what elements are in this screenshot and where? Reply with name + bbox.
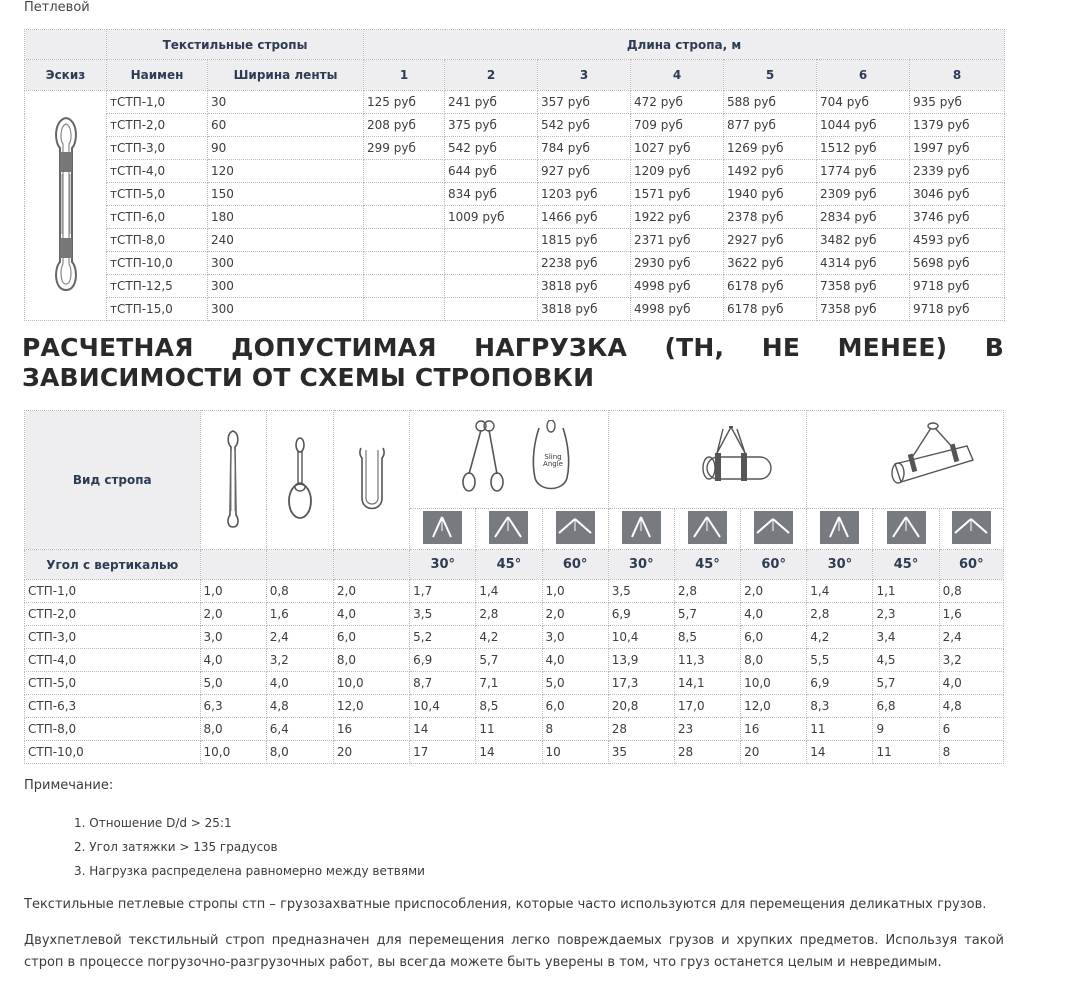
load-cell: 20,8 — [608, 695, 674, 718]
price-cell — [364, 298, 445, 321]
load-cell: 2,4 — [939, 626, 1003, 649]
price-cell-name: тСТП-1,0 — [107, 91, 208, 114]
price-cell — [364, 252, 445, 275]
price-cell: 3482 руб — [817, 229, 910, 252]
load-cell: 10,0 — [741, 672, 807, 695]
price-cell — [445, 229, 538, 252]
load-cell: 4,5 — [873, 649, 939, 672]
load-row — [25, 672, 1004, 695]
header-name: Наимен — [107, 60, 208, 91]
price-cell: 784 руб — [538, 137, 631, 160]
load-cell: 9 — [873, 718, 939, 741]
price-cell-width: 300 — [208, 298, 364, 321]
load-cell: 5,2 — [410, 626, 476, 649]
price-cell-name: тСТП-10,0 — [107, 252, 208, 275]
load-cell-name: СТП-5,0 — [25, 672, 201, 695]
load-cell: 2,8 — [674, 580, 740, 603]
price-cell: 1379 руб — [910, 114, 1005, 137]
price-cell: 375 руб — [445, 114, 538, 137]
note-item: 2. Угол затяжки > 135 градусов — [74, 840, 278, 854]
load-cell: 4,0 — [741, 603, 807, 626]
price-cell: 299 руб — [364, 137, 445, 160]
load-cell: 28 — [608, 718, 674, 741]
price-cell — [364, 229, 445, 252]
price-cell: 9718 руб — [910, 298, 1005, 321]
load-cell: 11 — [807, 718, 873, 741]
price-cell: 588 руб — [724, 91, 817, 114]
price-cell: 709 руб — [631, 114, 724, 137]
load-cell: 1,4 — [807, 580, 873, 603]
price-cell: 241 руб — [445, 91, 538, 114]
price-cell: 472 руб — [631, 91, 724, 114]
load-cell: 2,8 — [807, 603, 873, 626]
load-cell: 8,0 — [266, 741, 333, 764]
load-cell: 17,3 — [608, 672, 674, 695]
price-row — [25, 298, 1005, 321]
load-cell: 5,7 — [873, 672, 939, 695]
price-cell: 2378 руб — [724, 206, 817, 229]
load-cell: 6,3 — [200, 695, 266, 718]
two-leg-sling-icon — [439, 420, 579, 496]
price-cell — [445, 252, 538, 275]
load-cell: 5,7 — [476, 649, 542, 672]
note-item: 3. Нагрузка распределена равномерно между ветвями — [74, 864, 425, 878]
load-row — [25, 741, 1004, 764]
load-cell: 3,2 — [939, 649, 1003, 672]
price-cell-name: тСТП-5,0 — [107, 183, 208, 206]
price-cell: 3746 руб — [910, 206, 1005, 229]
load-cell: 14 — [476, 741, 542, 764]
price-cell: 4998 руб — [631, 298, 724, 321]
price-cell: 542 руб — [445, 137, 538, 160]
angle-icon-cell — [542, 509, 608, 550]
load-cell: 14 — [410, 718, 476, 741]
load-cell: 4,0 — [266, 672, 333, 695]
load-row — [25, 695, 1004, 718]
price-cell: 1209 руб — [631, 160, 724, 183]
price-cell: 3622 руб — [724, 252, 817, 275]
angle-45-icon — [887, 511, 926, 544]
price-cell: 1997 руб — [910, 137, 1005, 160]
price-cell: 1815 руб — [538, 229, 631, 252]
header-length-6: 6 — [817, 60, 910, 91]
price-cell — [364, 275, 445, 298]
load-cell: 8,3 — [807, 695, 873, 718]
sling-two-leg-image — [410, 411, 609, 509]
price-cell: 2927 руб — [724, 229, 817, 252]
sling-straight-image — [200, 411, 266, 550]
load-cell: 11 — [873, 741, 939, 764]
angle-45-icon — [688, 511, 727, 544]
header-length-8: 8 — [910, 60, 1005, 91]
price-cell: 1512 руб — [817, 137, 910, 160]
basket-sling-icon — [357, 444, 387, 514]
load-cell: 6,4 — [266, 718, 333, 741]
price-cell: 542 руб — [538, 114, 631, 137]
header-length-4: 4 — [631, 60, 724, 91]
price-row — [25, 91, 1005, 114]
load-cell: 3,4 — [873, 626, 939, 649]
price-cell: 935 руб — [910, 91, 1005, 114]
load-cell: 10 — [542, 741, 608, 764]
price-cell: 1922 руб — [631, 206, 724, 229]
load-cell: 8,5 — [476, 695, 542, 718]
price-cell — [445, 275, 538, 298]
price-cell: 1492 руб — [724, 160, 817, 183]
header-width: Ширина ленты — [208, 60, 364, 91]
sling-basket-image — [333, 411, 409, 550]
load-cell: 10,0 — [333, 672, 409, 695]
load-cell: 6,0 — [542, 695, 608, 718]
load-cell: 1,6 — [939, 603, 1003, 626]
price-cell: 644 руб — [445, 160, 538, 183]
price-cell: 6178 руб — [724, 275, 817, 298]
load-cell: 6,8 — [873, 695, 939, 718]
load-row — [25, 580, 1004, 603]
price-row — [25, 114, 1005, 137]
price-cell-width: 300 — [208, 275, 364, 298]
load-cell: 1,7 — [410, 580, 476, 603]
note-item: 1. Отношение D/d > 25:1 — [74, 816, 232, 830]
load-cell: 2,0 — [333, 580, 409, 603]
sling-choke-image — [266, 411, 333, 550]
load-cell: 3,0 — [200, 626, 266, 649]
header-angle-value: 45° — [476, 550, 542, 580]
price-cell-width: 90 — [208, 137, 364, 160]
load-cell: 14,1 — [674, 672, 740, 695]
straight-sling-icon — [223, 429, 243, 529]
price-cell-name: тСТП-6,0 — [107, 206, 208, 229]
price-row — [25, 137, 1005, 160]
choke-pair-sling-icon — [835, 420, 975, 496]
load-cell: 16 — [333, 718, 409, 741]
load-cell-name: СТП-2,0 — [25, 603, 201, 626]
price-cell-width: 30 — [208, 91, 364, 114]
price-cell: 3818 руб — [538, 298, 631, 321]
header-angle: Угол с вертикалью — [25, 550, 201, 580]
load-cell: 8,0 — [200, 718, 266, 741]
price-cell: 4314 руб — [817, 252, 910, 275]
load-cell: 6,0 — [333, 626, 409, 649]
price-row — [25, 160, 1005, 183]
load-cell-name: СТП-10,0 — [25, 741, 201, 764]
load-cell: 2,0 — [542, 603, 608, 626]
price-cell-width: 300 — [208, 252, 364, 275]
load-row — [25, 649, 1004, 672]
load-cell: 0,8 — [939, 580, 1003, 603]
load-cell: 1,0 — [200, 580, 266, 603]
sketch-cell — [25, 91, 107, 321]
paragraph-1: Текстильные петлевые стропы стп – грузозахватные приспособления, которые часто используются для перемещения деликатных грузов. — [24, 897, 987, 912]
sling-choke-pair-image — [807, 411, 1004, 509]
load-cell: 8 — [542, 718, 608, 741]
angle-icon-cell — [410, 509, 476, 550]
load-table — [24, 410, 1004, 764]
price-row — [25, 275, 1005, 298]
load-cell: 3,2 — [266, 649, 333, 672]
header-angle-value: 60° — [741, 550, 807, 580]
load-cell: 4,0 — [939, 672, 1003, 695]
price-cell: 1203 руб — [538, 183, 631, 206]
header-angle-empty — [333, 550, 409, 580]
price-cell: 208 руб — [364, 114, 445, 137]
load-cell: 7,1 — [476, 672, 542, 695]
sling-double-basket-image — [608, 411, 807, 509]
header-angle-empty — [266, 550, 333, 580]
load-row — [25, 626, 1004, 649]
angle-icon-cell — [674, 509, 740, 550]
price-row — [25, 252, 1005, 275]
load-cell: 4,8 — [939, 695, 1003, 718]
load-cell: 10,4 — [410, 695, 476, 718]
price-cell: 834 руб — [445, 183, 538, 206]
angle-label: Angle — [542, 460, 563, 468]
angle-60-icon — [556, 511, 595, 544]
load-cell-name: СТП-3,0 — [25, 626, 201, 649]
header-length-3: 3 — [538, 60, 631, 91]
load-cell: 17 — [410, 741, 476, 764]
price-cell: 2238 руб — [538, 252, 631, 275]
header-textile-slings: Текстильные стропы — [107, 30, 364, 60]
load-cell: 1,4 — [476, 580, 542, 603]
price-cell: 7358 руб — [817, 275, 910, 298]
angle-30-icon — [622, 511, 661, 544]
sling-label: Sling — [544, 453, 562, 461]
header-angle-value: 30° — [807, 550, 873, 580]
price-cell-name: тСТП-3,0 — [107, 137, 208, 160]
load-cell: 8,0 — [333, 649, 409, 672]
load-row — [25, 718, 1004, 741]
load-cell: 11,3 — [674, 649, 740, 672]
load-cell: 4,2 — [476, 626, 542, 649]
load-cell: 20 — [741, 741, 807, 764]
price-cell-name: тСТП-4,0 — [107, 160, 208, 183]
section-label: Петлевой — [24, 0, 90, 15]
note-title: Примечание: — [24, 778, 114, 793]
load-cell: 14 — [807, 741, 873, 764]
load-cell: 23 — [674, 718, 740, 741]
price-cell-name: тСТП-8,0 — [107, 229, 208, 252]
page-heading: РАСЧЕТНАЯ ДОПУСТИМАЯ НАГРУЗКА (ТН, НЕ МЕНЕЕ) В ЗАВИСИМОСТИ ОТ СХЕМЫ СТРОПОВКИ — [22, 333, 1004, 392]
load-cell: 6,9 — [608, 603, 674, 626]
load-cell-name: СТП-8,0 — [25, 718, 201, 741]
header-sling-view: Вид стропа — [25, 411, 201, 550]
price-cell: 1269 руб — [724, 137, 817, 160]
price-row — [25, 206, 1005, 229]
price-cell: 1940 руб — [724, 183, 817, 206]
load-cell: 10,0 — [200, 741, 266, 764]
load-cell: 8,5 — [674, 626, 740, 649]
load-cell: 2,8 — [476, 603, 542, 626]
load-cell: 3,5 — [608, 580, 674, 603]
load-cell: 6,9 — [410, 649, 476, 672]
price-cell: 5698 руб — [910, 252, 1005, 275]
load-cell: 2,0 — [200, 603, 266, 626]
header-length-1: 1 — [364, 60, 445, 91]
price-cell — [445, 298, 538, 321]
price-table — [24, 29, 1005, 321]
load-cell: 4,8 — [266, 695, 333, 718]
load-cell: 28 — [674, 741, 740, 764]
load-cell-name: СТП-4,0 — [25, 649, 201, 672]
header-length-5: 5 — [724, 60, 817, 91]
price-cell — [364, 183, 445, 206]
angle-icon-cell — [476, 509, 542, 550]
load-cell: 8,7 — [410, 672, 476, 695]
price-cell: 357 руб — [538, 91, 631, 114]
load-cell: 20 — [333, 741, 409, 764]
header-angle-value: 30° — [608, 550, 674, 580]
load-cell: 4,0 — [542, 649, 608, 672]
price-cell: 7358 руб — [817, 298, 910, 321]
header-length-2: 2 — [445, 60, 538, 91]
price-cell: 2339 руб — [910, 160, 1005, 183]
load-cell: 2,4 — [266, 626, 333, 649]
load-cell: 6 — [939, 718, 1003, 741]
load-cell: 2,3 — [873, 603, 939, 626]
price-cell-width: 60 — [208, 114, 364, 137]
load-cell: 17,0 — [674, 695, 740, 718]
price-cell: 2930 руб — [631, 252, 724, 275]
load-cell: 8,0 — [741, 649, 807, 672]
price-cell: 1027 руб — [631, 137, 724, 160]
angle-30-icon — [423, 511, 462, 544]
header-length: Длина стропа, м — [364, 30, 1005, 60]
load-cell: 3,0 — [542, 626, 608, 649]
load-cell: 4,2 — [807, 626, 873, 649]
load-cell: 5,0 — [200, 672, 266, 695]
price-cell — [364, 206, 445, 229]
price-cell — [364, 160, 445, 183]
header-blank — [25, 30, 107, 60]
price-row — [25, 183, 1005, 206]
load-cell: 1,6 — [266, 603, 333, 626]
load-cell: 16 — [741, 718, 807, 741]
angle-30-icon — [820, 511, 859, 544]
header-angle-value: 60° — [542, 550, 608, 580]
angle-60-icon — [952, 511, 991, 544]
load-cell: 10,4 — [608, 626, 674, 649]
load-cell: 8 — [939, 741, 1003, 764]
load-cell: 12,0 — [333, 695, 409, 718]
price-cell: 2371 руб — [631, 229, 724, 252]
price-cell: 4998 руб — [631, 275, 724, 298]
load-cell: 1,0 — [542, 580, 608, 603]
price-cell: 2834 руб — [817, 206, 910, 229]
load-cell: 11 — [476, 718, 542, 741]
load-cell: 6,9 — [807, 672, 873, 695]
double-basket-sling-icon — [637, 423, 777, 493]
load-cell: 0,8 — [266, 580, 333, 603]
price-cell-width: 240 — [208, 229, 364, 252]
load-cell-name: СТП-1,0 — [25, 580, 201, 603]
angle-60-icon — [754, 511, 793, 544]
load-cell-name: СТП-6,3 — [25, 695, 201, 718]
price-cell: 6178 руб — [724, 298, 817, 321]
angle-icon-cell — [608, 509, 674, 550]
price-cell: 9718 руб — [910, 275, 1005, 298]
load-cell: 4,0 — [200, 649, 266, 672]
angle-45-icon — [489, 511, 528, 544]
paragraph-2: Двухпетлевой текстильный строп предназначен для перемещения легко повреждаемых грузов и хрупких предметов. Используя такой строп в процессе погрузочно-разгрузочных работ, вы всегда можете быть уверены в том, что груз останется целым и невредимым. — [24, 933, 1004, 970]
load-cell: 3,5 — [410, 603, 476, 626]
header-angle-value: 45° — [873, 550, 939, 580]
load-cell: 13,9 — [608, 649, 674, 672]
note-list — [74, 815, 425, 887]
load-cell: 2,0 — [741, 580, 807, 603]
price-cell: 3046 руб — [910, 183, 1005, 206]
header-angle-empty — [200, 550, 266, 580]
price-cell-name: тСТП-12,5 — [107, 275, 208, 298]
price-cell: 1466 руб — [538, 206, 631, 229]
load-row — [25, 603, 1004, 626]
price-cell-width: 120 — [208, 160, 364, 183]
load-cell: 35 — [608, 741, 674, 764]
price-cell: 1009 руб — [445, 206, 538, 229]
price-cell: 125 руб — [364, 91, 445, 114]
price-cell-name: тСТП-2,0 — [107, 114, 208, 137]
angle-icon-cell — [807, 509, 873, 550]
price-cell-width: 150 — [208, 183, 364, 206]
loop-sling-sketch-icon — [48, 114, 84, 294]
choke-sling-icon — [285, 437, 315, 521]
load-cell: 5,7 — [674, 603, 740, 626]
price-cell: 1571 руб — [631, 183, 724, 206]
header-angle-value: 45° — [674, 550, 740, 580]
price-cell-name: тСТП-15,0 — [107, 298, 208, 321]
price-cell: 1774 руб — [817, 160, 910, 183]
load-cell: 12,0 — [741, 695, 807, 718]
price-cell: 927 руб — [538, 160, 631, 183]
load-cell: 5,5 — [807, 649, 873, 672]
angle-icon-cell — [873, 509, 939, 550]
price-cell-width: 180 — [208, 206, 364, 229]
load-cell: 6,0 — [741, 626, 807, 649]
price-cell: 1044 руб — [817, 114, 910, 137]
angle-icon-cell — [939, 509, 1003, 550]
load-cell: 1,1 — [873, 580, 939, 603]
price-cell: 2309 руб — [817, 183, 910, 206]
price-cell: 4593 руб — [910, 229, 1005, 252]
header-sketch: Эскиз — [25, 60, 107, 91]
price-cell: 3818 руб — [538, 275, 631, 298]
header-angle-value: 30° — [410, 550, 476, 580]
header-angle-value: 60° — [939, 550, 1003, 580]
price-row — [25, 229, 1005, 252]
angle-icon-cell — [741, 509, 807, 550]
price-cell: 877 руб — [724, 114, 817, 137]
load-cell: 4,0 — [333, 603, 409, 626]
price-cell: 704 руб — [817, 91, 910, 114]
load-cell: 5,0 — [542, 672, 608, 695]
